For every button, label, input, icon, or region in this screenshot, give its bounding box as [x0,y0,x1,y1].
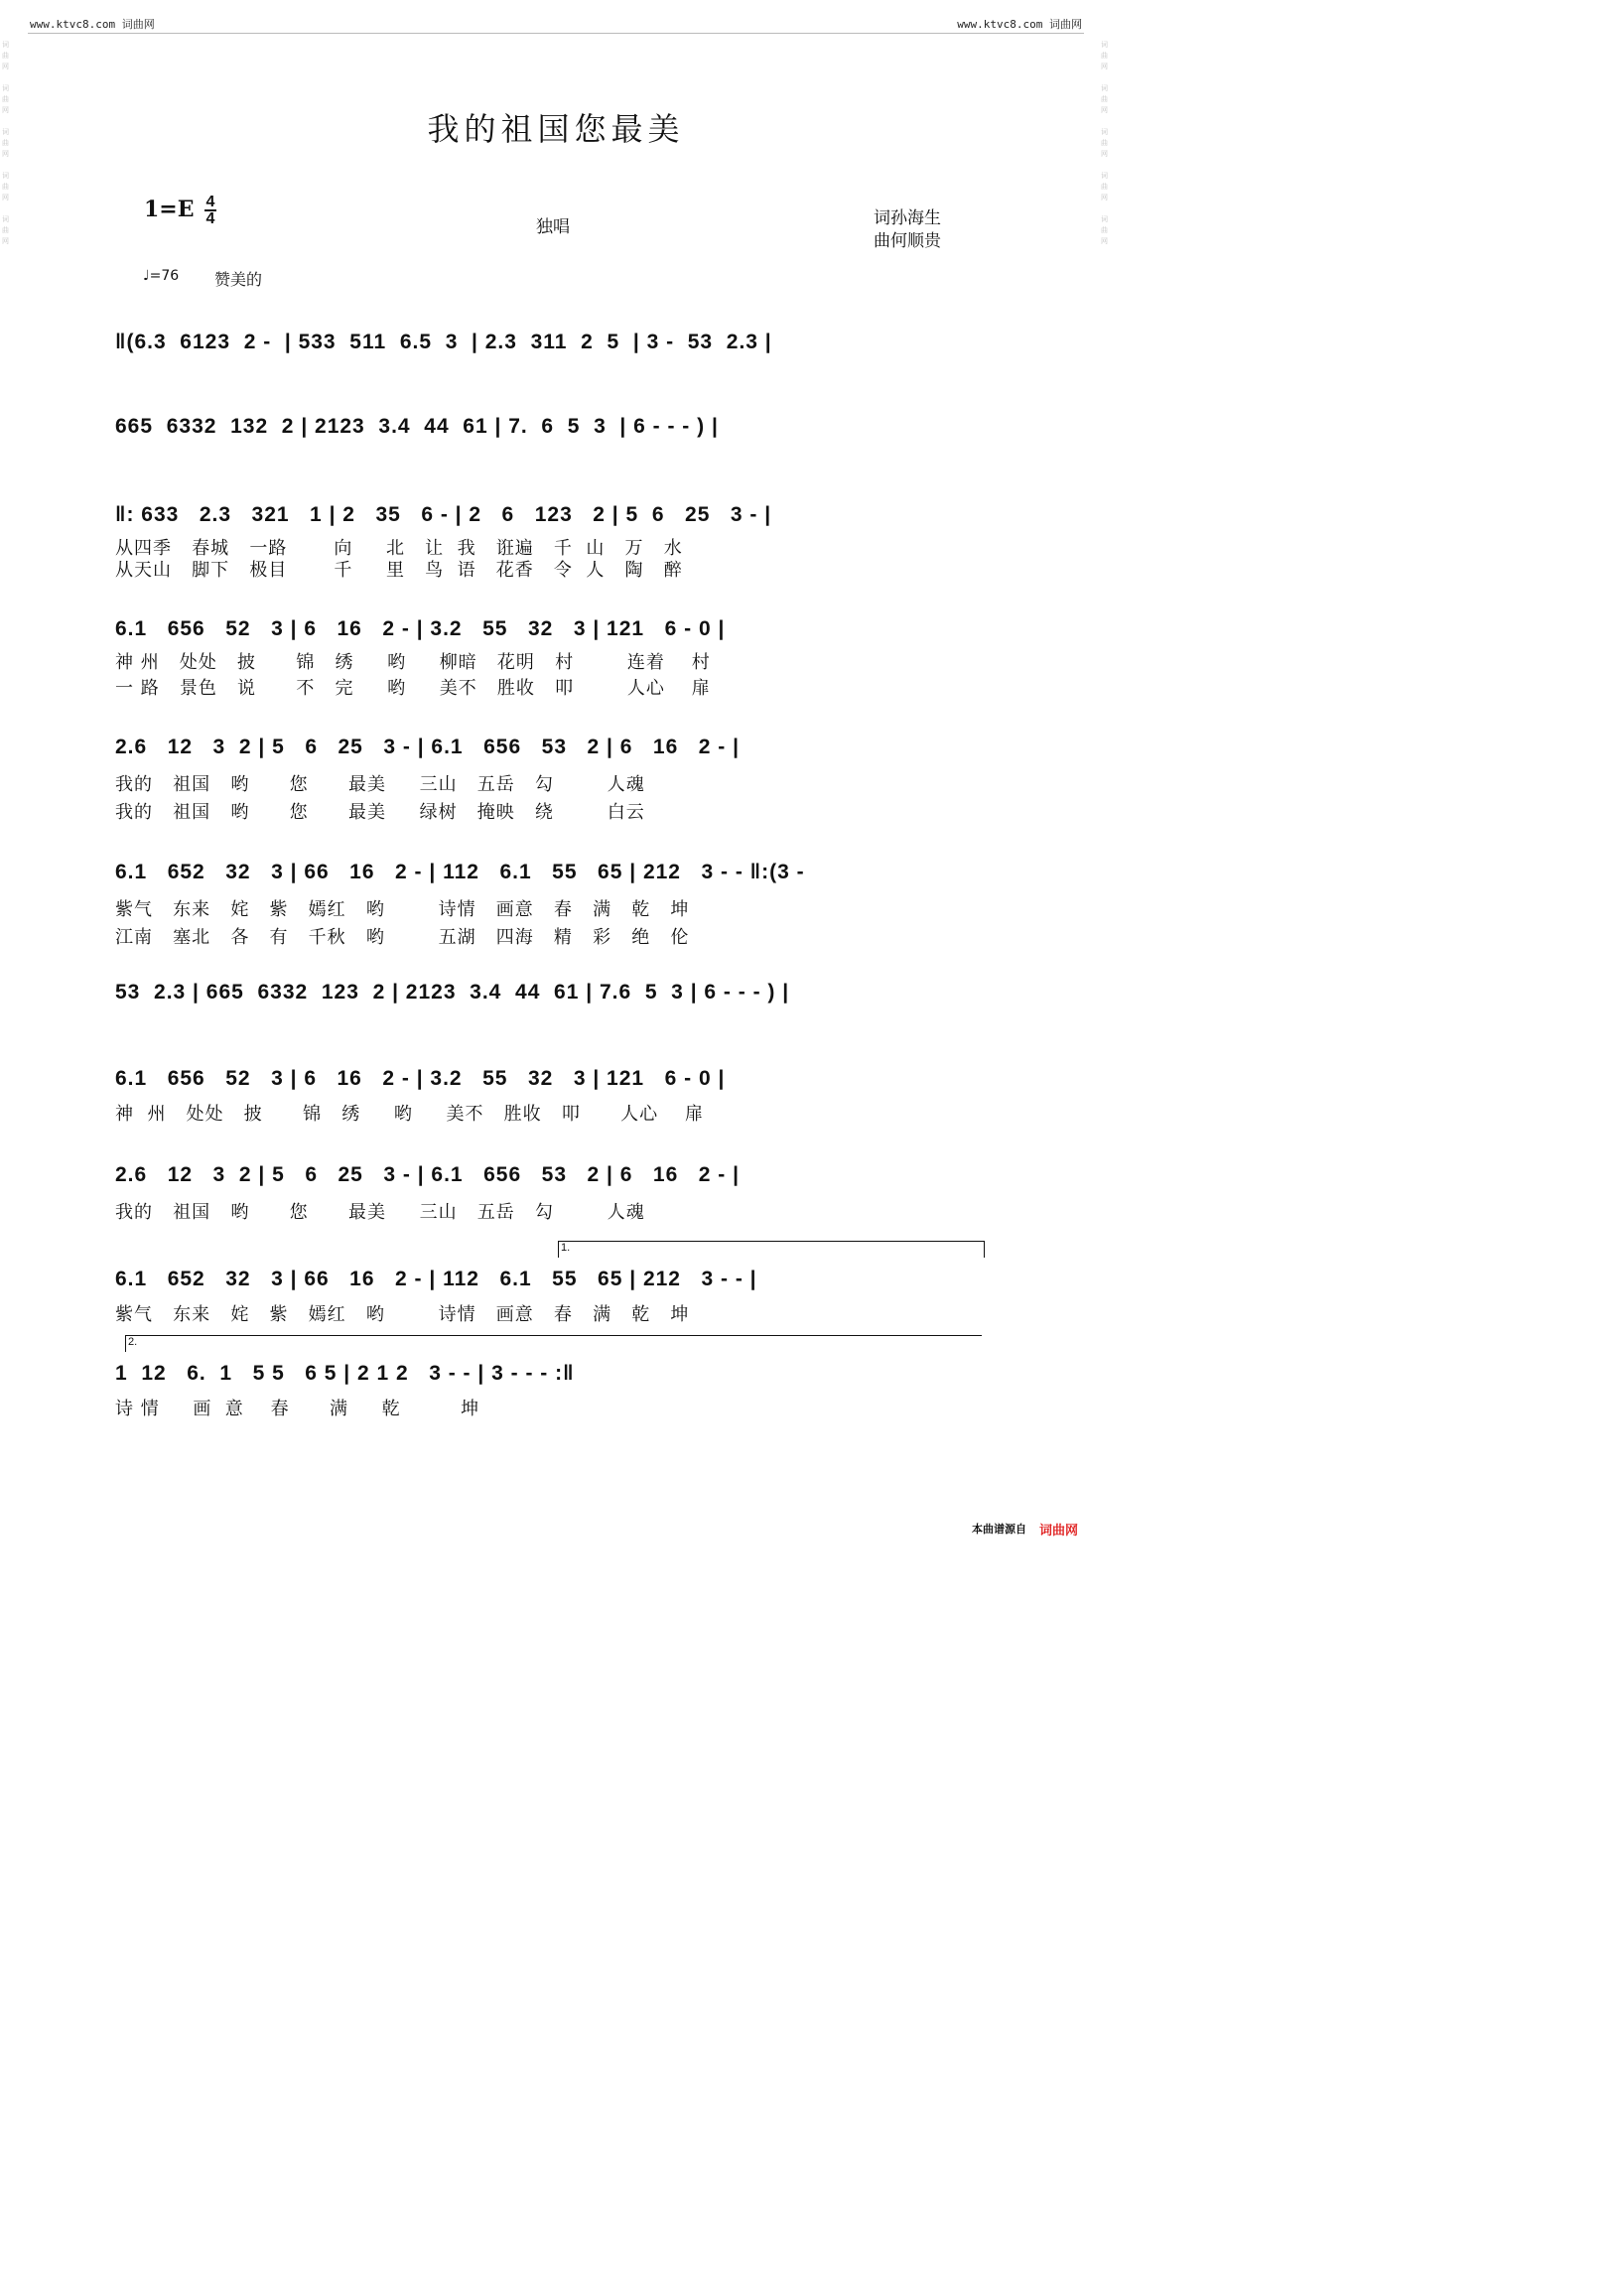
header-site-right: www.ktvc8.com 词曲网 [957,18,1082,31]
time-signature [204,195,216,226]
notation-line: 6.1 652 32 3 | 66 16 2 - | 112 6.1 55 65 | 212 3 - - ‖:(3 - [115,861,805,883]
notation-line: 53 2.3 | 665 6332 123 2 | 2123 3.4 44 61 | 7.6 5 3 | 6 - - - ) | [115,981,790,1004]
lyric-verse-1: 我的 祖国 哟 您 最美 三山 五岳 勾 人魂 [115,774,645,795]
lyric-verse-1: 紫气 东来 姹 紫 嫣红 哟 诗情 画意 春 满 乾 坤 [115,899,690,920]
side-watermark-right: 词曲网 词曲网 词曲网 词曲网 词曲网 [1101,41,1108,245]
notation-line: 2.6 12 3 2 | 5 6 25 3 - | 6.1 656 53 2 | 6 16 2 - | [115,736,740,758]
song-title: 我的祖国您最美 [427,110,685,148]
side-watermark-left: 词曲网 词曲网 词曲网 词曲网 词曲网 [2,41,9,245]
notation-line: 2.6 12 3 2 | 5 6 25 3 - | 6.1 656 53 2 | 6 16 2 - | [115,1163,740,1186]
lyric-verse-1: 从四季 春城 一路 向 北 让 我 诳遍 千 山 万 水 [115,538,683,559]
notation-line: 1 12 6. 1 5 5 6 5 | 2 1 2 3 - - | 3 - - - :‖ [115,1362,575,1385]
notation-line: 6.1 656 52 3 | 6 16 2 - | 3.2 55 32 3 | 121 6 - 0 | [115,617,726,640]
time-signature-top: 4 [205,194,215,210]
lyric-verse-1: 神 州 处处 披 锦 绣 哟 柳暗 花明 村 连着 村 [115,652,711,673]
notation-line: 6.1 652 32 3 | 66 16 2 - | 112 6.1 55 65 | 212 3 - - | [115,1268,757,1290]
notation-line: 6.1 656 52 3 | 6 16 2 - | 3.2 55 32 3 | 121 6 - 0 | [115,1067,726,1090]
lyric-verse-1: 紫气 东来 姹 紫 嫣红 哟 诗情 画意 春 满 乾 坤 [115,1304,690,1325]
footer-source-label: 本曲谱源自 [972,1523,1026,1536]
lyric-verse-2: 从天山 脚下 极目 千 里 鸟 语 花香 令 人 陶 醉 [115,560,683,581]
time-signature-bottom: 4 [205,210,215,227]
notation-line: 665 6332 132 2 | 2123 3.4 44 61 | 7. 6 5 3 | 6 - - - ) | [115,415,719,438]
ending-1-bracket [558,1241,985,1258]
composer-credit: 曲何顺贵 [874,231,941,251]
lyric-verse-2: 一 路 景色 说 不 完 哟 美不 胜收 叩 人心 扉 [115,678,711,699]
lyric-verse-2: 我的 祖国 哟 您 最美 绿树 掩映 绕 白云 [115,802,645,823]
notation-line: ‖(6.3 6123 2 - | 533 511 6.5 3 | 2.3 311 2 5 | 3 - 53 2.3 | [115,331,772,353]
header-divider [28,33,1084,34]
lyric-verse-2: 江南 塞北 各 有 千秋 哟 五湖 四海 精 彩 绝 伦 [115,927,690,948]
lyric-verse-1: 诗 情 画 意 春 满 乾 坤 [115,1399,480,1419]
lyric-verse-1: 我的 祖国 哟 您 最美 三山 五岳 勾 人魂 [115,1202,645,1223]
ending-2-bracket [125,1335,982,1352]
footer-logo: 词曲网 [1038,1524,1078,1539]
expression-mark: 赞美的 [214,270,263,289]
tempo-mark: ♩=76 [143,268,180,284]
notation-line: ‖: 633 2.3 321 1 | 2 35 6 - | 2 6 123 2 | 5 6 25 3 - | [115,503,772,526]
lyric-verse-1: 神 州 处处 披 锦 绣 哟 美不 胜收 叩 人心 扉 [115,1104,705,1125]
key-signature: 1=E [144,197,195,222]
ending-1-label: 1. [561,1242,571,1254]
performance-type: 独唱 [536,217,570,237]
header-site-left: www.ktvc8.com 词曲网 [30,18,155,31]
lyricist-credit: 词孙海生 [874,208,941,228]
ending-2-label: 2. [128,1336,138,1348]
